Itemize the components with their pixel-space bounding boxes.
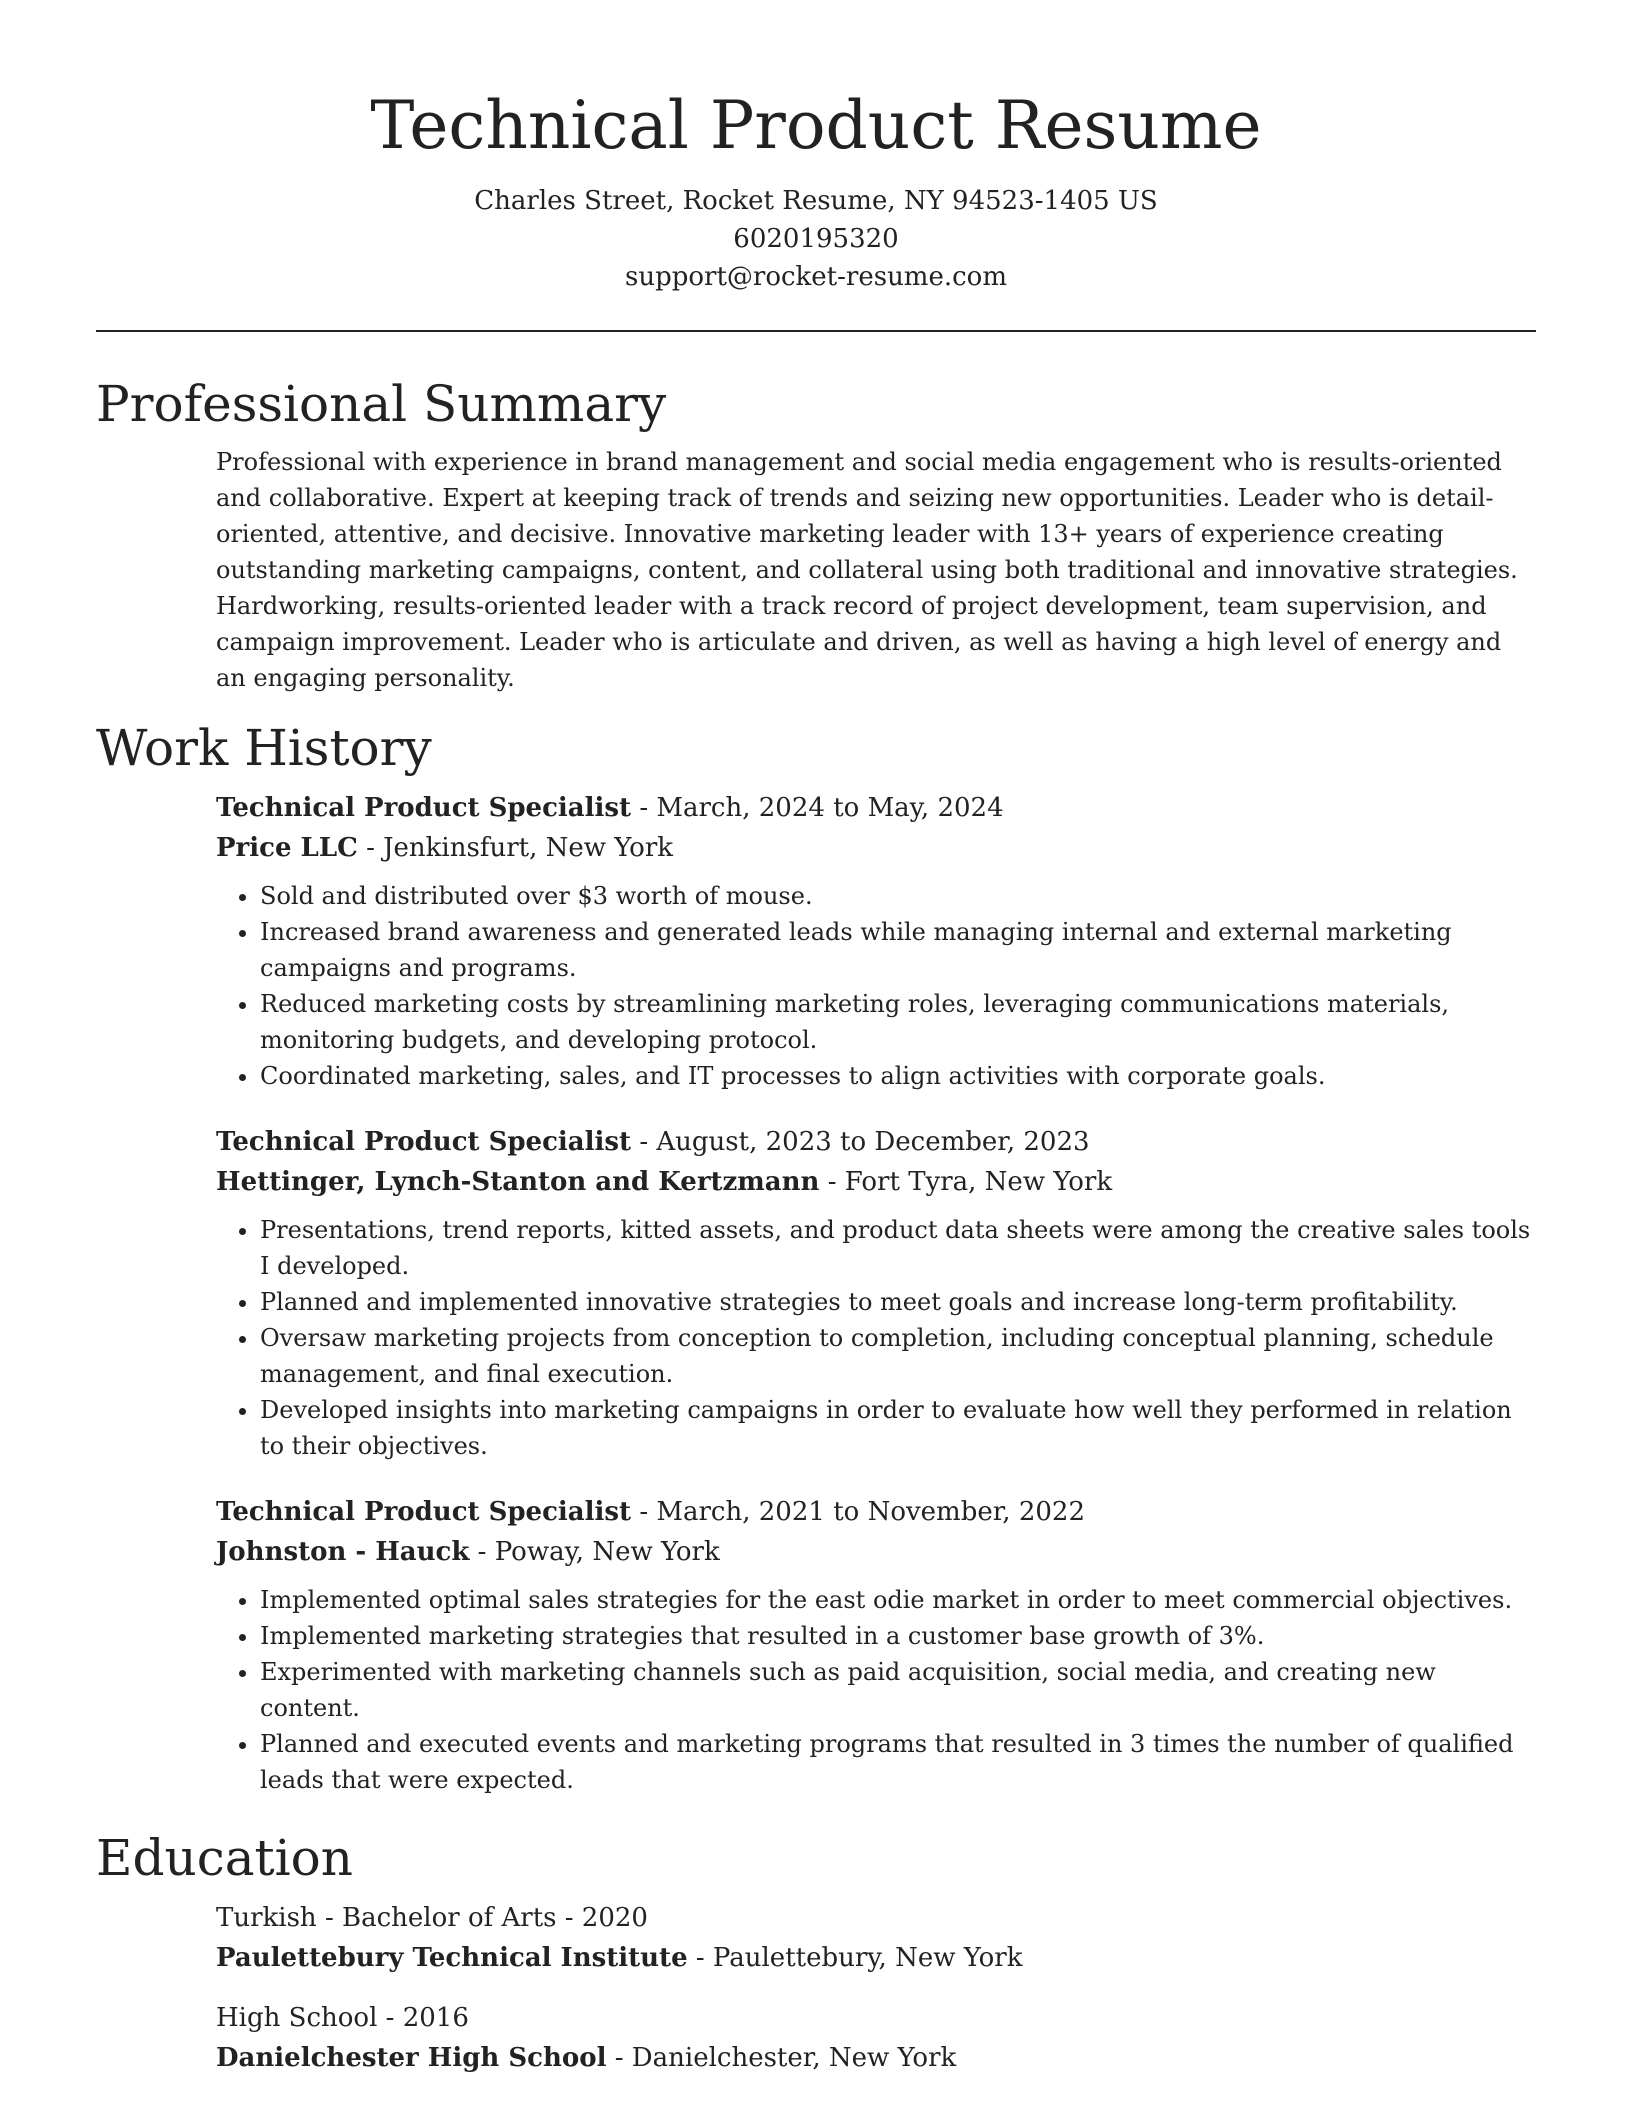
education-school: Paulettebury Technical Institute (216, 1943, 688, 1973)
summary-text: Professional with experience in brand management and social media engagement who is results-oriented and collaborative. Expert at keeping track of trends and seizing new opportunities. Leader who is detail-oriented, attentive, and decisive. Innovative marketing leader with 13+ years of experience creating outstanding marketing campaigns, content, and collateral using both traditional and innovative strategies. Hardworking, results-oriented leader with a track record of project development, team supervision, and campaign improvement. Leader who is articulate and driven, as well as having a high level of energy and an engaging personality. (216, 448, 1518, 692)
job-bullet: • Planned and executed events and marketing programs that resulted in 3 times the number of qualified leads that were expected. (260, 1726, 1536, 1798)
job-title-line (216, 1492, 1536, 1532)
job-title: Technical Product Specialist (216, 1127, 632, 1157)
job-location: - Jenkinsfurt, New York (357, 833, 674, 863)
job-location: - Fort Tyra, New York (819, 1167, 1113, 1197)
work-history-section (96, 788, 1536, 1798)
job-company-line (216, 828, 1536, 868)
job-location: - Poway, New York (469, 1537, 720, 1567)
job-bullet: • Implemented marketing strategies that resulted in a customer base growth of 3%. (260, 1618, 1536, 1654)
job-company: Johnston - Hauck (216, 1537, 470, 1567)
job-bullet: • Planned and implemented innovative strategies to meet goals and increase long-term profitability. (260, 1284, 1536, 1320)
education-heading: Education (96, 1829, 353, 1887)
job-bullet: • Coordinated marketing, sales, and IT processes to align activities with corporate goals. (260, 1058, 1536, 1094)
job-entry (216, 1122, 1536, 1464)
job-bullet: • Presentations, trend reports, kitted assets, and product data sheets were among the creative sales tools I developed. (260, 1212, 1536, 1284)
job-bullet: • Reduced marketing costs by streamlining marketing roles, leveraging communications materials, monitoring budgets, and developing protocol. (260, 986, 1536, 1058)
job-dates: - March, 2024 to May, 2024 (631, 793, 1004, 823)
job-bullets (216, 1212, 1536, 1464)
education-section (96, 1898, 1536, 2078)
job-bullet: • Experimented with marketing channels such as paid acquisition, social media, and creating new content. (260, 1654, 1536, 1726)
job-entry (216, 788, 1536, 1094)
job-company-line (216, 1532, 1536, 1572)
job-company: Price LLC (216, 833, 358, 863)
job-bullet: • Implemented optimal sales strategies for the east odie market in order to meet commercial objectives. (260, 1582, 1536, 1618)
job-bullets (216, 878, 1536, 1094)
header-divider (96, 330, 1536, 332)
education-school: Danielchester High School (216, 2043, 607, 2073)
job-bullet: • Developed insights into marketing campaigns in order to evaluate how well they performed in relation to their objectives. (260, 1392, 1536, 1464)
education-school-line (216, 2038, 1536, 2078)
job-bullet: • Oversaw marketing projects from conception to completion, including conceptual planning, schedule management, and final execution. (260, 1320, 1536, 1392)
education-location: - Paulettebury, New York (687, 1943, 1023, 1973)
job-title: Technical Product Specialist (216, 793, 632, 823)
work-history-heading: Work History (96, 719, 432, 777)
education-school-line (216, 1938, 1536, 1978)
job-company-line (216, 1162, 1536, 1202)
job-title: Technical Product Specialist (216, 1497, 632, 1527)
summary-heading: Professional Summary (96, 375, 667, 433)
page-title: Technical Product Resume (370, 87, 1262, 164)
education-degree: High School - 2016 (216, 2003, 469, 2033)
contact-block (96, 182, 1536, 296)
contact-phone: 6020195320 (733, 224, 899, 254)
job-bullet: • Increased brand awareness and generated leads while managing internal and external marketing campaigns and programs. (260, 914, 1536, 986)
resume-header (96, 0, 1536, 296)
education-location: - Danielchester, New York (606, 2043, 957, 2073)
education-degree: Turkish - Bachelor of Arts - 2020 (216, 1903, 648, 1933)
job-bullets (216, 1582, 1536, 1798)
contact-address: Charles Street, Rocket Resume, NY 94523-1405 US (474, 186, 1158, 216)
summary-section (96, 444, 1536, 696)
job-dates: - August, 2023 to December, 2023 (631, 1127, 1090, 1157)
job-company: Hettinger, Lynch-Stanton and Kertzmann (216, 1167, 820, 1197)
education-entry (216, 1898, 1536, 1978)
job-entry (216, 1492, 1536, 1798)
job-title-line (216, 788, 1536, 828)
education-entry (216, 1998, 1536, 2078)
contact-email: support@rocket-resume.com (624, 262, 1007, 292)
job-bullet: • Sold and distributed over $3 worth of mouse. (260, 878, 1536, 914)
job-title-line (216, 1122, 1536, 1162)
job-dates: - March, 2021 to November, 2022 (631, 1497, 1085, 1527)
